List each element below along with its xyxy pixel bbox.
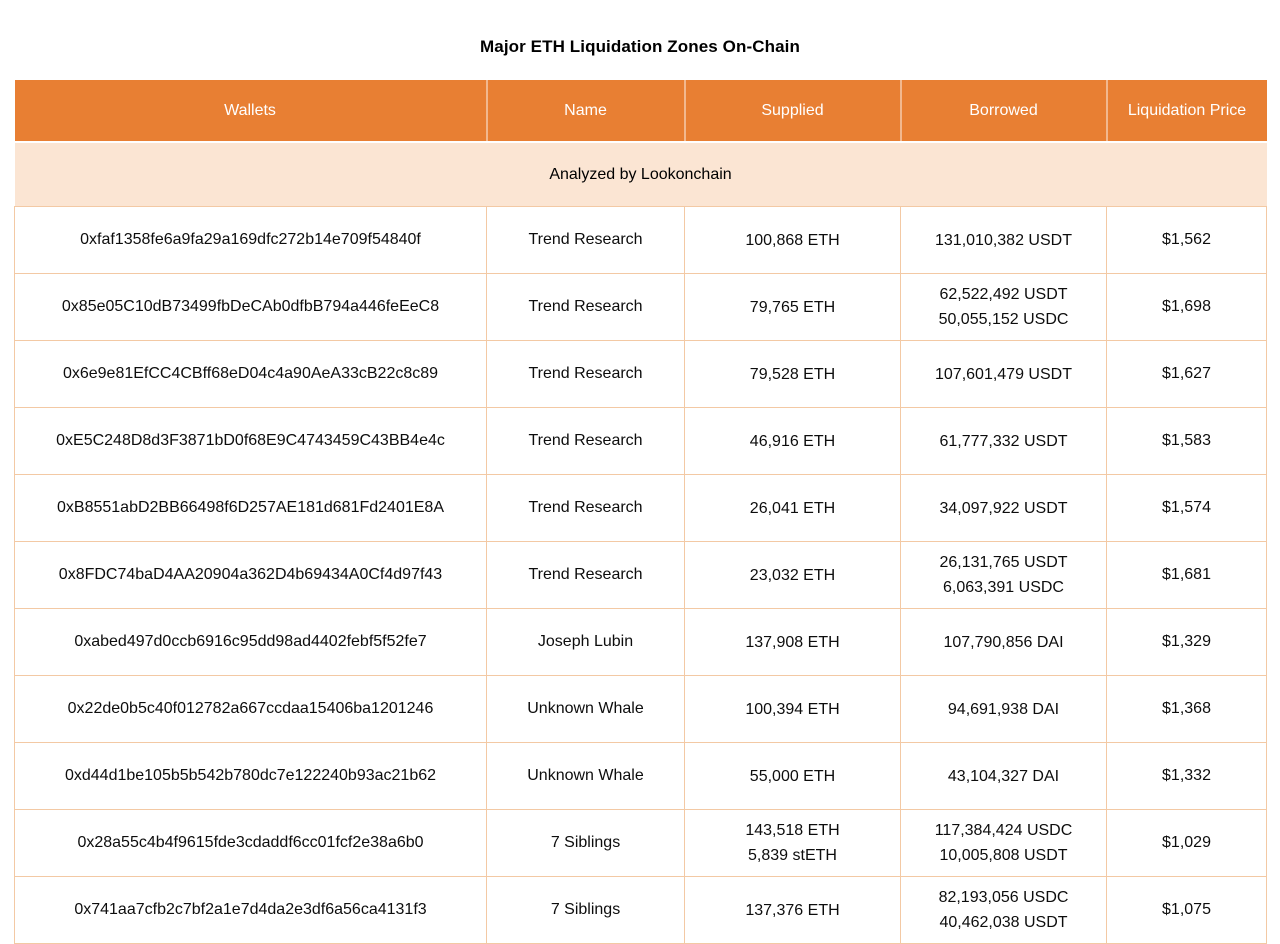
cell-line: 100,868 ETH bbox=[745, 231, 840, 249]
cell-line: 5,839 stETH bbox=[748, 847, 837, 864]
wallet-owner-name: Joseph Lubin bbox=[487, 609, 685, 676]
cell-line: 79,528 ETH bbox=[749, 365, 836, 383]
supplied-amount bbox=[685, 475, 901, 542]
wallet-owner-name: Trend Research bbox=[487, 341, 685, 408]
liquidation-table bbox=[14, 80, 1267, 944]
borrowed-amount bbox=[901, 877, 1107, 944]
column-header-borrowed: Borrowed bbox=[901, 80, 1107, 142]
cell-line: 107,601,479 USDT bbox=[935, 365, 1072, 383]
wallet-owner-name: Unknown Whale bbox=[487, 676, 685, 743]
supplied-amount bbox=[685, 743, 901, 810]
wallet-address: 0xd44d1be105b5b542b780dc7e122240b93ac21b62 bbox=[15, 743, 487, 810]
cell-line: 26,131,765 USDT bbox=[939, 554, 1068, 571]
cell-line: 55,000 ETH bbox=[749, 767, 836, 785]
borrowed-amount bbox=[901, 542, 1107, 609]
wallet-address: 0x8FDC74baD4AA20904a362D4b69434A0Cf4d97f43 bbox=[15, 542, 487, 609]
liquidation-price: $1,574 bbox=[1107, 475, 1267, 542]
wallet-address: 0x28a55c4b4f9615fde3cdaddf6cc01fcf2e38a6b0 bbox=[15, 810, 487, 877]
wallet-address: 0x85e05C10dB73499fbDeCAb0dfbB794a446feEeC8 bbox=[15, 274, 487, 341]
supplied-amount bbox=[685, 609, 901, 676]
supplied-amount bbox=[685, 542, 901, 609]
liquidation-price: $1,029 bbox=[1107, 810, 1267, 877]
page-title: Major ETH Liquidation Zones On-Chain bbox=[480, 37, 800, 56]
table-body bbox=[15, 142, 1267, 944]
wallet-owner-name: Unknown Whale bbox=[487, 743, 685, 810]
supplied-amount bbox=[685, 341, 901, 408]
header-row bbox=[15, 80, 1267, 142]
borrowed-amount bbox=[901, 207, 1107, 274]
wallet-owner-name: 7 Siblings bbox=[487, 877, 685, 944]
cell-line: 46,916 ETH bbox=[749, 432, 836, 450]
table-row bbox=[15, 542, 1267, 609]
column-header-wallets: Wallets bbox=[15, 80, 487, 142]
table-row bbox=[15, 207, 1267, 274]
table-row bbox=[15, 408, 1267, 475]
column-header-name: Name bbox=[487, 80, 685, 142]
borrowed-amount bbox=[901, 408, 1107, 475]
supplied-amount bbox=[685, 676, 901, 743]
liquidation-price: $1,075 bbox=[1107, 877, 1267, 944]
borrowed-amount bbox=[901, 609, 1107, 676]
wallet-address: 0xB8551abD2BB66498f6D257AE181d681Fd2401E8A bbox=[15, 475, 487, 542]
supplied-amount bbox=[685, 810, 901, 877]
wallet-owner-name: Trend Research bbox=[487, 274, 685, 341]
liquidation-price: $1,562 bbox=[1107, 207, 1267, 274]
cell-line: 131,010,382 USDT bbox=[935, 231, 1072, 249]
cell-line: 10,005,808 USDT bbox=[939, 847, 1068, 864]
column-header-supplied: Supplied bbox=[685, 80, 901, 142]
cell-line: 34,097,922 USDT bbox=[939, 499, 1068, 517]
wallet-owner-name: Trend Research bbox=[487, 475, 685, 542]
cell-line: 143,518 ETH bbox=[745, 822, 840, 839]
borrowed-amount bbox=[901, 810, 1107, 877]
supplied-amount bbox=[685, 207, 901, 274]
supplied-amount bbox=[685, 274, 901, 341]
wallet-owner-name: Trend Research bbox=[487, 207, 685, 274]
column-header-liquidation-price: Liquidation Price bbox=[1107, 80, 1267, 142]
cell-line: 137,376 ETH bbox=[745, 901, 840, 919]
liquidation-price: $1,698 bbox=[1107, 274, 1267, 341]
wallet-owner-name: Trend Research bbox=[487, 542, 685, 609]
liquidation-price: $1,627 bbox=[1107, 341, 1267, 408]
supplied-amount bbox=[685, 408, 901, 475]
cell-line: 40,462,038 USDT bbox=[939, 914, 1068, 931]
borrowed-amount bbox=[901, 743, 1107, 810]
liquidation-price: $1,681 bbox=[1107, 542, 1267, 609]
cell-line: 23,032 ETH bbox=[749, 566, 836, 584]
cell-line: 82,193,056 USDC bbox=[938, 889, 1069, 906]
table-row bbox=[15, 877, 1267, 944]
table-row bbox=[15, 274, 1267, 341]
liquidation-price: $1,583 bbox=[1107, 408, 1267, 475]
liquidation-price: $1,368 bbox=[1107, 676, 1267, 743]
wallet-address: 0xfaf1358fe6a9fa29a169dfc272b14e709f54840f bbox=[15, 207, 487, 274]
table-row bbox=[15, 676, 1267, 743]
borrowed-amount bbox=[901, 341, 1107, 408]
borrowed-amount bbox=[901, 676, 1107, 743]
table-row bbox=[15, 341, 1267, 408]
supplied-amount bbox=[685, 877, 901, 944]
cell-line: 94,691,938 DAI bbox=[947, 700, 1060, 718]
borrowed-amount bbox=[901, 274, 1107, 341]
wallet-address: 0x741aa7cfb2c7bf2a1e7d4da2e3df6a56ca4131f3 bbox=[15, 877, 487, 944]
cell-line: 50,055,152 USDC bbox=[938, 311, 1069, 328]
cell-line: 79,765 ETH bbox=[749, 298, 836, 316]
banner-row bbox=[15, 142, 1267, 207]
borrowed-amount bbox=[901, 475, 1107, 542]
wallet-address: 0xE5C248D8d3F3871bD0f68E9C4743459C43BB4e4c bbox=[15, 408, 487, 475]
cell-line: 107,790,856 DAI bbox=[943, 633, 1064, 651]
cell-line: 43,104,327 DAI bbox=[947, 767, 1060, 785]
wallet-address: 0xabed497d0ccb6916c95dd98ad4402febf5f52fe7 bbox=[15, 609, 487, 676]
table-row bbox=[15, 609, 1267, 676]
banner-analyzed-by: Analyzed by Lookonchain bbox=[15, 142, 1267, 207]
cell-line: 61,777,332 USDT bbox=[939, 432, 1068, 450]
cell-line: 62,522,492 USDT bbox=[939, 286, 1068, 303]
table-row bbox=[15, 475, 1267, 542]
cell-line: 117,384,424 USDC bbox=[934, 822, 1073, 839]
liquidation-price: $1,332 bbox=[1107, 743, 1267, 810]
liquidation-price: $1,329 bbox=[1107, 609, 1267, 676]
table-header bbox=[15, 80, 1267, 142]
wallet-owner-name: 7 Siblings bbox=[487, 810, 685, 877]
wallet-address: 0x6e9e81EfCC4CBff68eD04c4a90AeA33cB22c8c89 bbox=[15, 341, 487, 408]
table-row bbox=[15, 743, 1267, 810]
wallet-owner-name: Trend Research bbox=[487, 408, 685, 475]
cell-line: 137,908 ETH bbox=[745, 633, 840, 651]
table-row bbox=[15, 810, 1267, 877]
cell-line: 26,041 ETH bbox=[749, 499, 836, 517]
wallet-address: 0x22de0b5c40f012782a667ccdaa15406ba1201246 bbox=[15, 676, 487, 743]
cell-line: 100,394 ETH bbox=[745, 700, 840, 718]
cell-line: 6,063,391 USDC bbox=[943, 579, 1064, 596]
